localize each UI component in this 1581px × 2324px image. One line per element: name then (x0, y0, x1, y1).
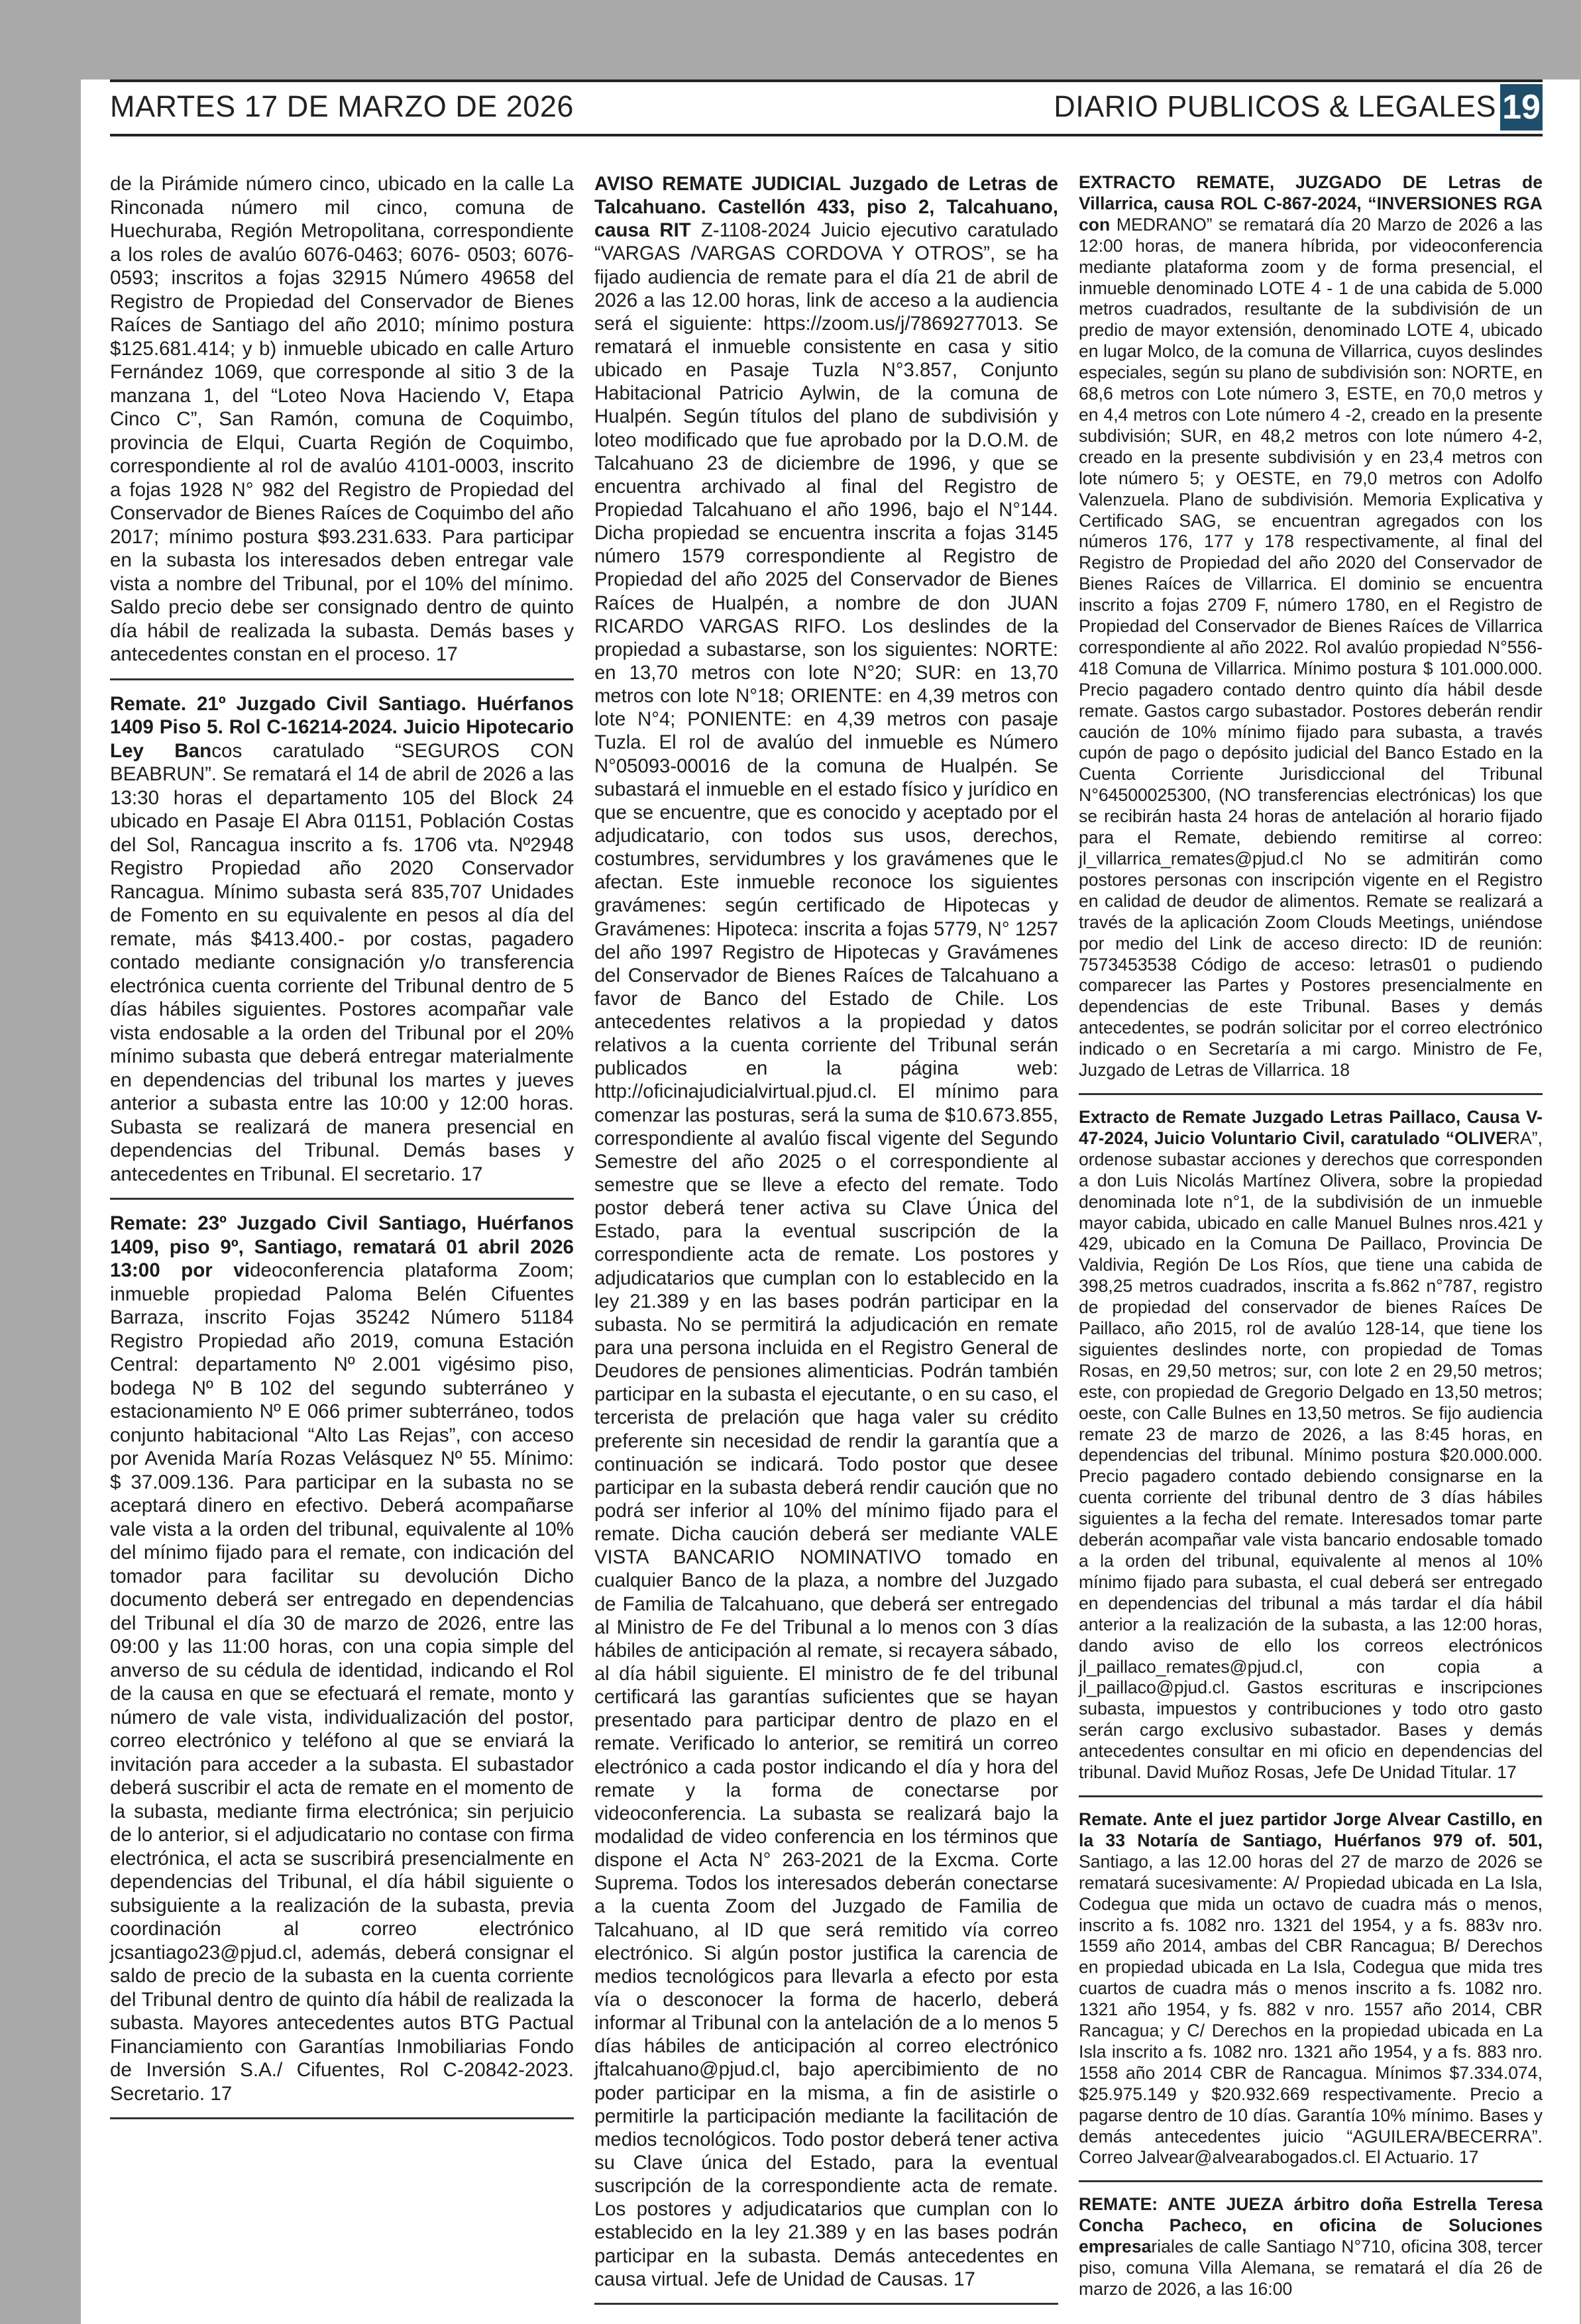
notice-21-juzgado-civil (110, 692, 574, 1192)
header-newspaper-name: DIARIO PUBLICOS & LEGALES (1054, 89, 1496, 123)
notice-villarrica (1079, 172, 1543, 1086)
notice-body: cos caratulado “SEGUROS CON BEABRUN”. Se rematará el 14 de abril de 2026 a las 13:30 horas el departamento 105 del Block 24 ubicado en Pasaje El Abra 01151, Población Costas del Sol, Rancagua inscrito a fs. 1706 vta. Nº2948 Registro Propiedad año 2020 Conservador Rancagua. Mínimo subasta será 835,707 Unidades de Fomento en su equivalente en pesos al día del remate, más $413.400.- por costas, pagadero contado mediante consignación y/o transferencia electrónica cuenta corriente del Tribunal dentro de 5 días hábiles siguientes. Postores acompañar vale vista endosable a la orden del Tribunal por el 20% mínimo subasta que deberá entregar materialmente en dependencias del tribunal los martes y jueves anterior a subasta entre las 10:00 y 12:00 horas. Subasta se realizará de manera presencial en dependencias del Tribunal. Demás bases y antecedentes en Tribunal. El secretario. 17 (110, 739, 574, 1185)
notice-divider (1079, 2180, 1543, 2182)
notice-divider (110, 678, 574, 680)
notice-body: deoconferencia plataforma Zoom; inmueble propiedad Paloma Belén Cifuentes Barraza, inscrito Fojas 35242 Número 51184 Registro Propiedad año 2019, comuna Estación Central: departamento Nº 2.001 vigésimo piso, bodega Nº B 102 del segundo subterráneo y estacionamiento Nº E 066 primer subterráneo, todos conjunto habitacional “Alto Las Rejas”, con acceso por Avenida María Rozas Velásquez Nº 55. Mínimo: $ 37.009.136. Para participar en la subasta no se aceptará dinero en efectivo. Deberá acompañarse vale vista a la orden del tribunal, equivalente al 10% del mínimo fijado para el remate, con indicación del tomador para facilitar su devolución Dicho documento deberá ser entregado en dependencias del Tribunal el día 30 de marzo de 2026, entre las 09:00 y las 11:00 horas, con una copia simple del anverso de su cédula de identidad, indicando el Rol de la causa en que se efectuará el remate, monto y número de vale vista, individualización del postor, correo electrónico y teléfono al que se enviará la invitación para acceder a la subasta. El subastador deberá suscribir el acta de remate en el momento de la subasta, mediante firma electrónica; sin perjuicio de lo anterior, si el adjudicatario no contase con firma electrónica, el acta se suscribirá presencialmente en dependencias del Tribunal, el día hábil siguiente o subsiguiente a la realización de la subasta, previa coordinación al correo electrónico jcsantiago23@pjud.cl, además, deberá consignar el saldo de precio de la subasta en la cuenta corriente del Tribunal dentro de quinto día hábil de realizada la subasta. Mayores antecedentes autos BTG Pactual Financiamiento con Garantías Inmobiliarias Fondo de Inversión S.A./ Cifuentes, Rol C-20842-2023. Secretario. 17 (110, 1259, 574, 2105)
notice-juez-partidor (1079, 1809, 1543, 2174)
notice-body: RA”, ordenose subastar acciones y derechos que corresponden a don Luis Nicolás Martínez Olivera, sobre la propiedad denominada lote n°1, de la subdivisión de un inmueble mayor cabida, ubicado en calle Manuel Bulnes nros.421 y 429, ubicado en la Comuna De Paillaco, Provincia De Valdivia, Región De Los Ríos, que tiene una cabida de 398,25 metros cuadrados, inscrita a fs.862 n°787, registro de propiedad del conservador de bienes Raíces De Paillaco, año 2015, rol de avalúo 128-14, que tiene los siguientes deslindes norte, con propiedad de Tomas Rosas, en 29,50 metros; sur, con lote 2 en 29,50 metros; este, con propiedad de Gregorio Delgado en 13,50 metros; oeste, con Calle Bulnes en 13,50 metros. Se fijo audiencia remate 23 de marzo de 2026, a las 8:45 horas, en dependencias del tribunal. Mínimo postura $20.000.000. Precio pagadero contado debiendo consignarse en la cuenta corriente del tribunal dentro de 3 días hábiles siguientes a la fecha del remate. Interesados tomar parte deberán acompañar vale vista bancario endosable tomado a la orden del tribunal, equivalente al menos al 10% mínimo fijado para subasta, el cual deberá ser entregado en dependencias del tribunal a más tardar el día hábil anterior a la realización de la subasta, a las 12:00 horas, dando aviso de ello los correos electrónicos jl_paillaco_remates@pjud.cl, con copia a jl_paillaco@pjud.cl. Gastos escrituras e inscripciones subasta, impuestos y contribuciones y todo otro gasto serán cargo exclusivo subastador. Bases y demás antecedentes consultar en mi oficio en dependencias del tribunal. David Muñoz Rosas, Jefe De Unidad Titular. 17 (1079, 1128, 1543, 1783)
notice-continued-piramide (110, 172, 574, 672)
notice-divider (110, 2117, 574, 2119)
notice-divider (1079, 1795, 1543, 1797)
notice-divider (594, 2303, 1058, 2305)
column-1 (110, 172, 574, 2131)
notice-divider (1079, 1093, 1543, 1095)
newspaper-page (81, 79, 1580, 2324)
notice-body: MEDRANO” se rematará día 20 Marzo de 2026 a las 12:00 horas, de manera híbrida, por videoconferencia mediante plataforma zoom y de forma presencial, el inmueble denominado LOTE 4 - 1 de una cabida de 5.000 metros cuadrados, resultante de la subdivisión de un predio de mayor extensión, denominado LOTE 4, ubicado en lugar Molco, de la comuna de Villarrica, cuyos deslindes especiales, según su plano de subdivisión son: NORTE, en 68,6 metros con Lote número 3, ESTE, en 70,0 metros y en 4,4 metros con Lote número 4 -2, creado en la presente subdivisión; SUR, en 48,2 metros con lote número 4-2, creado en la presente subdivisión y en 23,4 metros con lote número 5; y OESTE, en 79,0 metros con Adolfo Valenzuela. Plano de subdivisión. Memoria Explicativa y Certificado SAG, se encuentran agregados con los números 176, 177 y 178 respectivamente, al final del Registro de Propiedad del año 2020 del Conservador de Bienes Raíces de Villarrica. El dominio se encuentra inscrito a fojas 2709 F, número 1780, en el Registro de Propiedad del Conservador de Bienes Raíces de Villarrica correspondiente al año 2022. Rol avalúo propiedad N°556-418 Comuna de Villarrica. Mínimo postura $ 101.000.000. Precio pagadero contado dentro quinto día hábil desde remate. Gastos cargo subastador. Postores deberán rendir caución de 10% mínimo fijado para subasta, a través cupón de pago o depósito judicial del Banco Estado en la Cuenta Corriente Jurisdiccional del Tribunal N°64500025300, (NO transferencias electrónicas) los que se recibirán hasta 24 horas de antelación al horario fijado para el Remate, debiendo remitirse al correo: jl_villarrica_remates@pjud.cl No se admitirán como postores personas con inscripción vigente en el Registro en calidad de deudor de alimentos. Remate se realizará a través de la aplicación Zoom Clouds Meetings, uniéndose por medio del Link de acceso directo: ID de reunión: 7573453538 Código de acceso: letras01 o pudiendo comparecer las Partes y Postores presencialmente en dependencias de este Tribunal. Bases y demás antecedentes, se podrán solicitar por el correo electrónico indicado o en Secretaría a mi cargo. Ministro de Fe, Juzgado de Letras de Villarrica. 18 (1079, 214, 1543, 1081)
notice-lead: Extracto de Remate Juzgado Letras Paillaco, Causa V-47-2024, Juicio Voluntario Civil, caratulado “OLIVE (1079, 1106, 1543, 1148)
notice-body: de la Pirámide número cinco, ubicado en la calle La Rinconada número mil cinco, comuna de Huechuraba, Región Metropolitana, correspondiente a los roles de avalúo 6076-0463; 6076- 0503; 6076-0593; inscritos a fojas 32915 Número 49658 del Registro de Propiedad del Conservador de Bienes Raíces de Santiago del año 2010; mínimo postura $125.681.414; y b) inmueble ubicado en calle Arturo Fernández 1069, que corresponde al sitio 3 de la manzana 1, del “Loteo Nova Haciendo V, Etapa Cinco C”, San Ramón, comuna de Coquimbo, provincia de Elqui, Cuarta Región de Coquimbo, correspondiente al rol de avalúo 4101-0003, inscrito a fojas 1928 N° 982 del Registro de Propiedad del Conservador de Bienes Raíces de Coquimbo del año 2017; mínimo postura $93.231.633. Para participar en la subasta los interesados deben entregar vale vista a nombre del Tribunal, por el 10% del mínimo. Saldo precio debe ser consignado dentro de quinto día hábil de realizada la subasta. Demás bases y antecedentes constan en el proceso. 17 (110, 173, 574, 665)
notice-jueza-arbitro (1079, 2194, 1543, 2305)
notice-lead: AVISO REMATE JUDICIAL Juzgado de Letras de Talcahuano. Castellón 433, piso 2, Talcahuano, causa RIT (594, 173, 1058, 242)
notice-talcahuano (594, 172, 1058, 2296)
page-number-badge: 19 (1500, 84, 1543, 131)
notice-body: Santiago, a las 12.00 horas del 27 de marzo de 2026 se rematará sucesivamente: A/ Propiedad ubicada en La Isla, Codegua que mida un octavo de cuadra más o menos, inscrito a fs. 1082 nro. 1321 del 1954, y a fs. 883v nro. 1559 año 2014, ambas del CBR Rancagua; B/ Derechos en propiedad ubicada en La Isla, Codegua que mida tres cuartos de cuadra más o menos inscrito a fs. 1082 nro. 1321 año 1954, y fs. 882 v nro. 1557 año 2014, CBR Rancagua; y C/ Derechos en la propiedad ubicada en La Isla inscrito a fs. 1082 nro. 1321 año 1954, y a fs. 883 nro. 1558 año 2014 CBR de Rancagua. Mínimos $7.334.074, $25.975.149 y $20.932.669 respectivamente. Precio a pagarse dentro de 10 días. Garantía 10% mínimo. Bases y demás antecedentes juicio “AGUILERA/BECERRA”. Correo Jalvear@alvearabogados.cl. El Actuario. 17 (1079, 1851, 1543, 2168)
notice-paillaco (1079, 1107, 1543, 1789)
notice-lead: Remate: 23º Juzgado Civil Santiago, Huérfanos 1409, piso 9º, Santiago, rematará 01 abril 2026 13:00 por vi (110, 1212, 574, 1281)
notice-23-juzgado-civil (110, 1212, 574, 2111)
notice-lead: EXTRACTO REMATE, JUZGADO DE Letras de Villarrica, causa ROL C-867-2024, “INVERSIONES RGA con (1079, 172, 1543, 235)
column-3 (1079, 172, 1543, 2305)
page-header (110, 79, 1543, 136)
notice-lead: Remate. 21º Juzgado Civil Santiago. Huérfanos 1409 Piso 5. Rol C-16214-2024. Juicio Hipotecario Ley Ban (110, 692, 574, 762)
notice-lead: Remate. Ante el juez partidor Jorge Alvear Castillo, en la 33 Notaría de Santiago, Huérfanos 979 of. 501, (1079, 1809, 1543, 1850)
notice-divider (110, 1198, 574, 1200)
header-date: MARTES 17 DE MARZO DE 2026 (110, 89, 574, 123)
notice-body: Z-1108-2024 Juicio ejecutivo caratulado “VARGAS /VARGAS CORDOVA Y OTROS”, se ha fijado audiencia de remate para el día 21 de abril de 2026 a las 12.00 horas, link de acceso a la audiencia será el siguiente: https://zoom.us/j/7869277013. Se rematará el inmueble consistente en casa y sitio ubicado en Pasaje Tuzla N°3.857, Conjunto Habitacional Patricio Aylwin, de la comuna de Hualpén. Según títulos del plano de subdivisión y loteo modificado que fue aprobado por la D.O.M. de Talcahuano 23 de diciembre de 1996, y que se encuentra archivado al final del Registro de Propiedad Talcahuano el año 1996, bajo el N°144. Dicha propiedad se encuentra inscrita a fojas 3145 número 1579 correspondiente al Registro de Propiedad del año 2025 del Conservador de Bienes Raíces de Hualpén, a nombre de don JUAN RICARDO VARGAS RIFO. Los deslindes de la propiedad a subastarse, son los siguientes: NORTE: en 13,70 metros con lote N°20; SUR: en 13,70 metros con lote N°18; ORIENTE: en 4,39 metros con lote N°4; PONIENTE: en 4,39 metros con pasaje Tuzla. El rol de avalúo del inmueble es Número N°05093-00016 de la comuna de Hualpén. Se subastará el inmueble en el estado físico y jurídico en que se encuentre, que es conocido y aceptado por el adjudicatario, con todos sus usos, derechos, costumbres, servidumbres y los gravámenes que le afectan. Este inmueble reconoce los siguientes gravámenes: según certificado de Hipotecas y Gravámenes: Hipoteca: inscrita a fojas 5779, N° 1257 del año 1997 Registro de Hipotecas y Gravámenes del Conservador de Bienes Raíces de Talcahuano a favor de Banco del Estado de Chile. Los antecedentes relativos a la propiedad y datos relativos a la cuenta corriente del Tribunal serán publicados en la página web: http://oficinajudicialvirtual.pjud.cl. El mínimo para comenzar las posturas, será la suma de $10.673.855, correspondiente al avalúo fiscal vigente del Segundo Semestre del año 2025 o el correspondiente al semestre que se lleve a efecto del remate. Todo postor deberá tener activa su Clave Única del Estado, para la eventual suscripción de la correspondiente acta de remate. Los postores y adjudicatarios que cumplan con lo establecido en la ley 21.389 y en las bases podrán participar en la subasta. No se permitirá la adjudicación en remate para una persona incluida en el Registro General de Deudores de pensiones alimenticias. Podrán también participar en la subasta el ejecutante, o en su caso, el tercerista de prelación que haga valer su crédito preferente sin necesidad de rendir la garantía que a continuación se indicará. Todo postor que desee participar en la subasta deberá rendir caución que no podrá ser inferior al 10% del mínimo fijado para el remate. Dicha caución deberá ser mediante VALE VISTA BANCARIO NOMINATIVO tomado en cualquier Banco de la plaza, a nombre del Juzgado de Familia de Talcahuano, que deberá ser entregado al Ministro de Fe del Tribunal a lo menos con 3 días hábiles de anticipación al remate, si recayera sábado, al día hábil siguiente. El ministro de fe del tribunal certificará las garantías suficientes que se hayan presentado para participar dentro de plazo en el remate. Verificado lo anterior, se remitirá un correo electrónico a cada postor indicando el día y hora del remate y la forma de conectarse por videoconferencia. La subasta se realizará bajo la modalidad de video conferencia en los términos que dispone el Acta N° 263-2021 de la Excma. Corte Suprema. Todos los interesados deberán conectarse a la cuenta Zoom del Juzgado de Familia de Talcahuano, al ID que será remitido vía correo electrónico. Si algún postor justifica la carencia de medios tecnológicos para llevarla a efecto por esta vía o desconocer la forma de hacerlo, deberá informar al Tribunal con la antelación de a lo menos 5 días hábiles de anticipación al correo electrónico jftalcahuano@pjud.cl, bajo apercibimiento de no poder participar en la misma, a fin de asistirle o permitirle la participación mediante la facilitación de medios tecnológicos. Todo postor deberá tener activa su Clave única del Estado, para la eventual suscripción de la correspondiente acta de remate. Los postores y adjudicatarios que cumplan con lo establecido en la ley 21.389 y en las bases podrán participar en la subasta. Demás antecedentes en causa virtual. Jefe de Unidad de Causas. 17 (594, 219, 1058, 2290)
column-2 (594, 172, 1058, 2317)
notice-body: riales de calle Santiago N°710, oficina 308, tercer piso, comuna Villa Alemana, se rematará el día 26 de marzo de 2026, a las 16:00 (1079, 2237, 1543, 2299)
notice-lead: REMATE: ANTE JUEZA árbitro doña Estrella Teresa Concha Pacheco, en oficina de Soluciones empresa (1079, 2194, 1543, 2257)
classified-columns (110, 172, 1543, 2319)
